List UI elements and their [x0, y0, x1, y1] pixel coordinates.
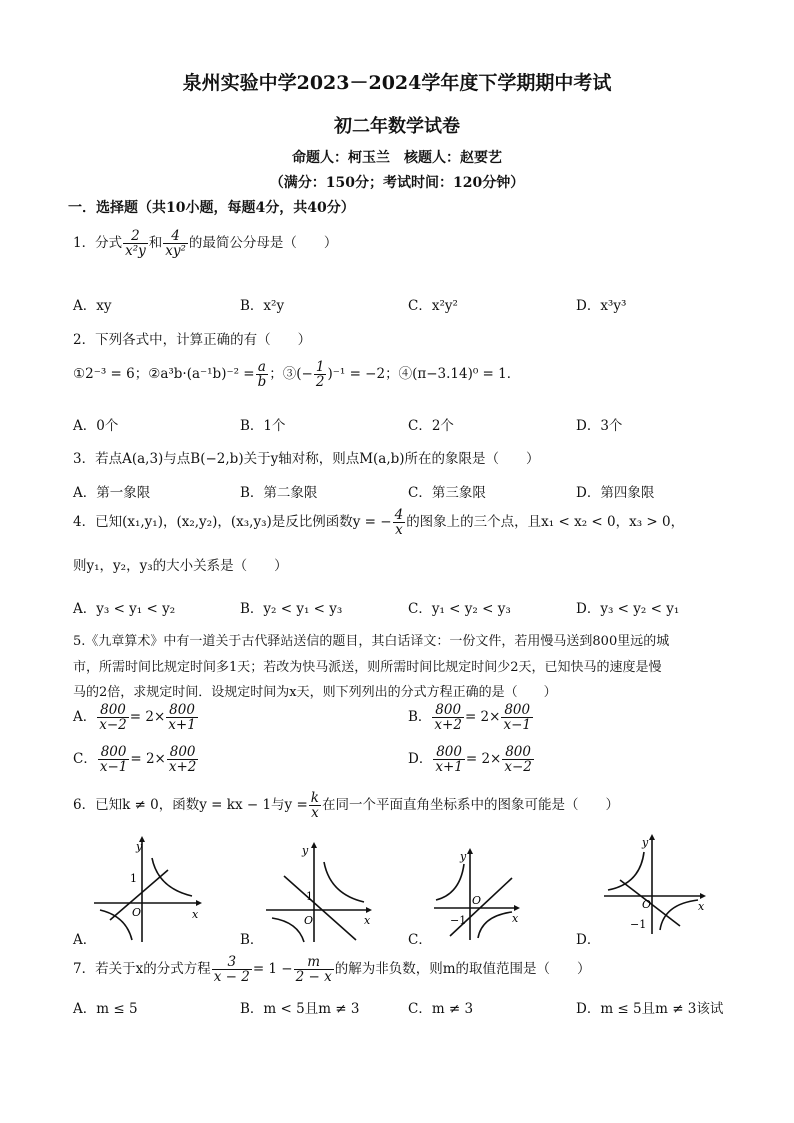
q4-option-b[interactable]: B．y₂ < y₁ < y₃ [240, 601, 343, 617]
q6-fraction: $\frac{k}{x}$ [310, 790, 319, 822]
question-3: 3．若点A(a,3)与点B(−2,b)关于y轴对称，则点M(a,b)所在的象限是（ ） [73, 451, 540, 467]
q6-d-y-label: y [642, 836, 649, 849]
q1-fraction-2: $\frac{4}{\text{xy²}}$ [165, 228, 186, 260]
q4-fraction: $\frac{4}{x}$ [394, 507, 404, 539]
q6-b-line [284, 876, 356, 940]
q1-mid: 和 [148, 235, 163, 252]
exam-info: （满分：150分；考试时间：120分钟） [269, 175, 525, 191]
question-5-line-2: 市，所需时间比规定时间多1天；若改为快马派送，则所需时间比规定时间少2天，已知快马的速度是慢 [73, 660, 662, 675]
question-1 [73, 229, 337, 258]
q5-option-d[interactable]: D． $\frac{800}{x+1}$ = 2× $\frac{800}{x-2}$ [408, 744, 532, 776]
q7-option-a[interactable]: A．m ≤ 5 [73, 1001, 138, 1017]
q3-option-c[interactable]: C．第三象限 [408, 485, 486, 501]
q6-label-b[interactable]: B． [240, 932, 264, 948]
q7-option-c[interactable]: C．m ≠ 3 [408, 1001, 474, 1017]
q6-c-origin: O [472, 894, 482, 907]
q6-label-a[interactable]: A． [73, 932, 97, 948]
q6-c-hyperbola-lower [478, 912, 512, 938]
q3-option-a[interactable]: A．第一象限 [73, 485, 151, 501]
q6-c-x-label: x [512, 912, 519, 925]
q6-graph-d [602, 830, 712, 940]
exam-title: 泉州实验中学2023－2024学年度下学期期中考试 [182, 72, 612, 94]
q6-c-y-label: y [460, 850, 467, 863]
q6-d-tick: −1 [630, 918, 647, 931]
question-5-line-3: 马的2倍，求规定时间．设规定时间为x天，则下列列出的分式方程正确的是（ ） [73, 685, 557, 700]
q4-option-a[interactable]: A．y₃ < y₁ < y₂ [73, 601, 176, 617]
q6-graph-b [264, 836, 379, 946]
q6-label-d[interactable]: D． [576, 932, 601, 948]
q1-option-c[interactable]: C．x²y² [408, 298, 458, 314]
q6-a-origin: O [132, 906, 142, 919]
q4-option-d[interactable]: D．y₃ < y₂ < y₁ [576, 601, 680, 617]
q4-line-2: 则y₁，y₂，y₃的大小关系是（ ） [73, 558, 288, 574]
q3-option-b[interactable]: B．第二象限 [240, 485, 318, 501]
q6-a-tick: 1 [130, 872, 137, 885]
q5-option-a[interactable]: A． $\frac{800}{x-2}$ = 2× $\frac{800}{x+1}$ [73, 702, 196, 734]
q6-a-hyperbola-upper [152, 858, 192, 896]
q6-a-x-label: x [192, 908, 199, 921]
q6-b-tick: 1 [306, 890, 313, 903]
q7-option-b[interactable]: B．m < 5且m ≠ 3 [240, 1001, 360, 1017]
q6-graph-c [432, 842, 527, 942]
q7-option-d[interactable]: D．m ≤ 5且m ≠ 3该试 [576, 1001, 724, 1017]
question-7: 7．若关于x的分式方程 $\frac{3}{x - 2}$ = 1 − $\frac{m}{2 - x}$ 的解为非负数，则m的取值范围是（ ） [73, 954, 591, 986]
q2-fraction-half: $\frac{1}{2}$ [315, 359, 325, 391]
section-heading: 一．选择题（共10小题，每题4分，共40分） [68, 200, 355, 216]
q7-fraction-2: $\frac{m}{2 - x}$ [295, 954, 332, 986]
q5-option-c[interactable]: C． $\frac{800}{x-1}$ = 2× $\frac{800}{x+2}$ [73, 744, 197, 776]
q6-a-y-label: y [136, 840, 143, 853]
q1-fraction-1: $\frac{2}{\text{x²y}}$ [125, 228, 146, 260]
q2-option-d[interactable]: D．3个 [576, 418, 623, 434]
question-4: 4．已知(x₁,y₁)，(x₂,y₂)，(x₃,y₃)是反比例函数y = − $\frac{4}{x}$ 的图象上的三个点，且x₁ < x₂ < 0，x₃ > 0， [73, 507, 685, 539]
q5-option-b[interactable]: B． $\frac{800}{x+2}$ = 2× $\frac{800}{x-1}$ [408, 702, 531, 734]
exam-subtitle: 初二年数学试卷 [334, 116, 460, 137]
q6-d-origin: O [642, 898, 652, 911]
q6-b-hyperbola-upper [324, 862, 364, 902]
q1-prefix: 1．分式 [73, 235, 123, 252]
q6-c-hyperbola-upper [436, 864, 464, 900]
q3-option-d[interactable]: D．第四象限 [576, 485, 655, 501]
q6-c-line [450, 878, 512, 936]
q2-option-c[interactable]: C．2个 [408, 418, 454, 434]
q6-c-tick: −1 [450, 914, 467, 927]
question-5-line-1: 5.《九章算术》中有一道关于古代驿站送信的题目，其白话译文：一份文件，若用慢马送到800里远的城 [73, 634, 670, 649]
q6-b-x-label: x [364, 914, 371, 927]
q2-fraction-a-b: $\frac{a}{b}$ [257, 359, 267, 391]
q1-option-d[interactable]: D．x³y³ [576, 298, 627, 314]
q1-option-a[interactable]: A．xy [73, 298, 112, 314]
q6-graph-a [92, 836, 202, 946]
q6-b-origin: O [304, 914, 314, 927]
q6-label-c[interactable]: C． [408, 932, 432, 948]
exam-authors: 命题人：柯玉兰 核题人：赵要艺 [292, 150, 502, 166]
q1-suffix: 的最简公分母是（ ） [188, 235, 338, 252]
question-2: 2．下列各式中，计算正确的有（ ） [73, 332, 312, 348]
q2-option-b[interactable]: B．1个 [240, 418, 286, 434]
q4-option-c[interactable]: C．y₁ < y₂ < y₃ [408, 601, 511, 617]
q6-d-x-label: x [698, 900, 705, 913]
q6-b-y-label: y [302, 844, 309, 857]
q2-option-a[interactable]: A．0个 [73, 418, 119, 434]
question-6: 6．已知k ≠ 0，函数y = kx − 1与y = $\frac{k}{x}$ 在同一个平面直角坐标系中的图象可能是（ ） [73, 790, 619, 822]
q6-b-hyperbola-lower [272, 918, 304, 942]
q2-expressions: ①2⁻³ = 6；②a³b·(a⁻¹b)⁻² = $\frac{a}{b}$ ；③(− $\frac{1}{2}$ )⁻¹ = −2；④(π−3.14)⁰ = 1． [73, 359, 521, 391]
q7-fraction-1: $\frac{3}{x - 2}$ [213, 954, 250, 986]
q1-option-b[interactable]: B．x²y [240, 298, 285, 314]
